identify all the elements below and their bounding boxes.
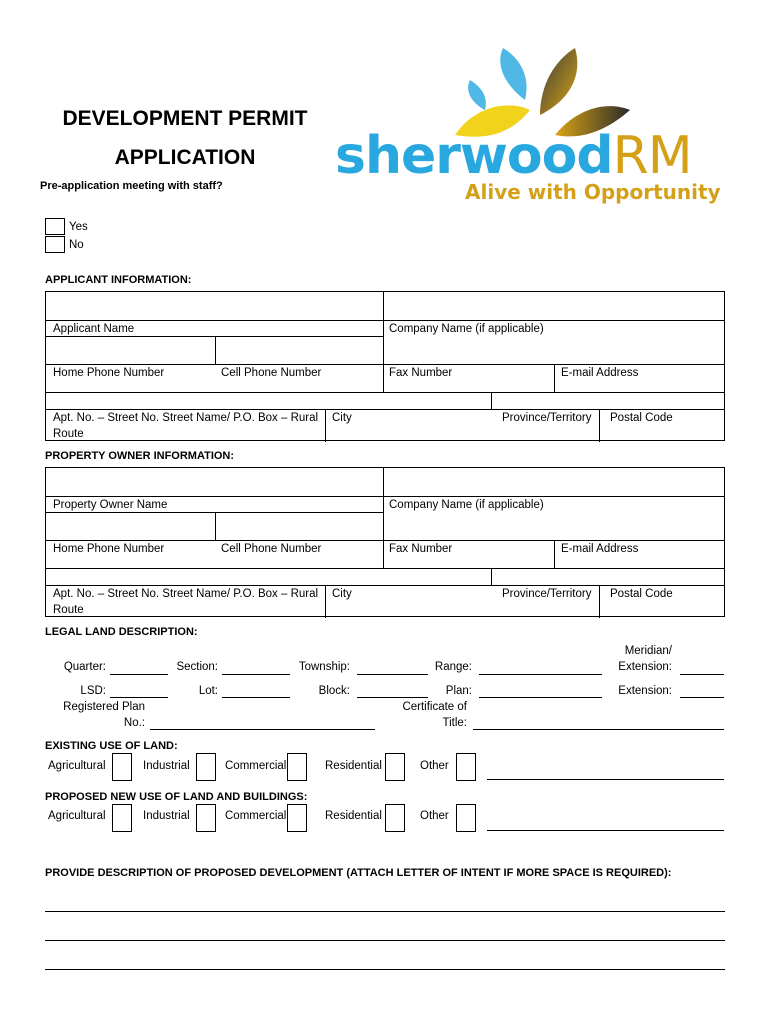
proposed-commercial-checkbox[interactable] <box>287 804 307 832</box>
existing-use-heading: EXISTING USE OF LAND: <box>45 740 178 752</box>
applicant-heading: APPLICANT INFORMATION: <box>45 274 192 286</box>
range-label: Range: <box>434 661 472 673</box>
owner-fax-field[interactable]: Fax Number <box>389 543 453 555</box>
no-checkbox[interactable] <box>45 236 65 253</box>
applicant-address-field[interactable]: Apt. No. – Street No. Street Name/ P.O. Box – Rural Route <box>53 412 319 440</box>
applicant-home-phone-field[interactable]: Home Phone Number <box>53 367 165 379</box>
existing-agricultural-checkbox[interactable] <box>112 753 132 781</box>
meridian-label: Meridian/ Extension: <box>618 645 672 673</box>
proposed-residential-label: Residential <box>325 810 382 822</box>
extension-label: Extension: <box>618 685 672 697</box>
proposed-use-heading: PROPOSED NEW USE OF LAND AND BUILDINGS: <box>45 791 308 803</box>
registered-plan-input[interactable] <box>150 729 375 730</box>
existing-agricultural-label: Agricultural <box>48 760 106 772</box>
plan-input[interactable] <box>479 697 602 698</box>
applicant-email-field[interactable]: E-mail Address <box>561 367 639 379</box>
proposed-other-checkbox[interactable] <box>456 804 476 832</box>
description-line-2[interactable] <box>45 940 725 941</box>
existing-other-input[interactable] <box>487 779 724 780</box>
owner-postal-field[interactable]: Postal Code <box>610 588 673 600</box>
form-title-line2: APPLICATION <box>114 146 256 169</box>
proposed-agricultural-checkbox[interactable] <box>112 804 132 832</box>
existing-industrial-label: Industrial <box>143 760 190 772</box>
form-title-line1: DEVELOPMENT PERMIT <box>62 107 308 130</box>
owner-name-field[interactable]: Property Owner Name <box>53 499 168 511</box>
existing-other-label: Other <box>420 760 449 772</box>
owner-city-field[interactable]: City <box>332 588 352 600</box>
applicant-postal-field[interactable]: Postal Code <box>610 412 673 424</box>
yes-checkbox[interactable] <box>45 218 65 235</box>
lot-label: Lot: <box>198 685 218 697</box>
proposed-residential-checkbox[interactable] <box>385 804 405 832</box>
owner-home-phone-field[interactable]: Home Phone Number <box>53 543 165 555</box>
logo-word: sherwood <box>335 126 613 186</box>
certificate-input[interactable] <box>473 729 724 730</box>
applicant-name-field[interactable]: Applicant Name <box>53 323 135 335</box>
logo-tagline: Alive with Opportunity <box>465 180 721 204</box>
pre-application-question: Pre-application meeting with staff? <box>40 180 223 192</box>
description-line-1[interactable] <box>45 911 725 912</box>
yes-label: Yes <box>69 221 88 233</box>
meridian-input[interactable] <box>680 674 724 675</box>
logo-wordmark <box>335 128 692 184</box>
extension-input[interactable] <box>680 697 724 698</box>
no-label: No <box>69 239 84 251</box>
lsd-label: LSD: <box>80 685 106 697</box>
township-label: Township: <box>298 661 350 673</box>
description-heading: PROVIDE DESCRIPTION OF PROPOSED DEVELOPMENT (ATTACH LETTER OF INTENT IF MORE SPACE IS REQUIRED): <box>45 867 672 879</box>
proposed-other-label: Other <box>420 810 449 822</box>
description-line-3[interactable] <box>45 969 725 970</box>
certificate-label: Certificate of Title: <box>402 701 467 729</box>
proposed-other-input[interactable] <box>487 830 724 831</box>
plan-label: Plan: <box>445 685 472 697</box>
existing-residential-label: Residential <box>325 760 382 772</box>
existing-commercial-label: Commercial <box>225 760 287 772</box>
owner-cell-phone-field[interactable]: Cell Phone Number <box>221 543 322 555</box>
owner-address-field[interactable]: Apt. No. – Street No. Street Name/ P.O. Box – Rural Route <box>53 588 319 616</box>
logo-suffix: RM <box>612 126 692 186</box>
township-input[interactable] <box>357 674 428 675</box>
owner-province-field[interactable]: Province/Territory <box>502 588 592 600</box>
existing-commercial-checkbox[interactable] <box>287 753 307 781</box>
block-input[interactable] <box>357 697 428 698</box>
proposed-commercial-label: Commercial <box>225 810 287 822</box>
proposed-industrial-checkbox[interactable] <box>196 804 216 832</box>
proposed-industrial-label: Industrial <box>143 810 190 822</box>
applicant-company-field[interactable]: Company Name (if applicable) <box>389 323 544 335</box>
applicant-fax-field[interactable]: Fax Number <box>389 367 453 379</box>
existing-residential-checkbox[interactable] <box>385 753 405 781</box>
owner-company-field[interactable]: Company Name (if applicable) <box>389 499 544 511</box>
owner-table <box>45 467 725 617</box>
applicant-table <box>45 291 725 441</box>
legal-heading: LEGAL LAND DESCRIPTION: <box>45 626 198 638</box>
section-label: Section: <box>176 661 218 673</box>
applicant-province-field[interactable]: Province/Territory <box>502 412 592 424</box>
proposed-agricultural-label: Agricultural <box>48 810 106 822</box>
sherwood-logo <box>335 40 735 215</box>
applicant-city-field[interactable]: City <box>332 412 352 424</box>
block-label: Block: <box>318 685 350 697</box>
range-input[interactable] <box>479 674 602 675</box>
applicant-cell-phone-field[interactable]: Cell Phone Number <box>221 367 322 379</box>
existing-industrial-checkbox[interactable] <box>196 753 216 781</box>
existing-other-checkbox[interactable] <box>456 753 476 781</box>
owner-email-field[interactable]: E-mail Address <box>561 543 639 555</box>
registered-plan-label: Registered Plan No.: <box>63 701 145 729</box>
quarter-label: Quarter: <box>63 661 106 673</box>
owner-heading: PROPERTY OWNER INFORMATION: <box>45 450 235 462</box>
